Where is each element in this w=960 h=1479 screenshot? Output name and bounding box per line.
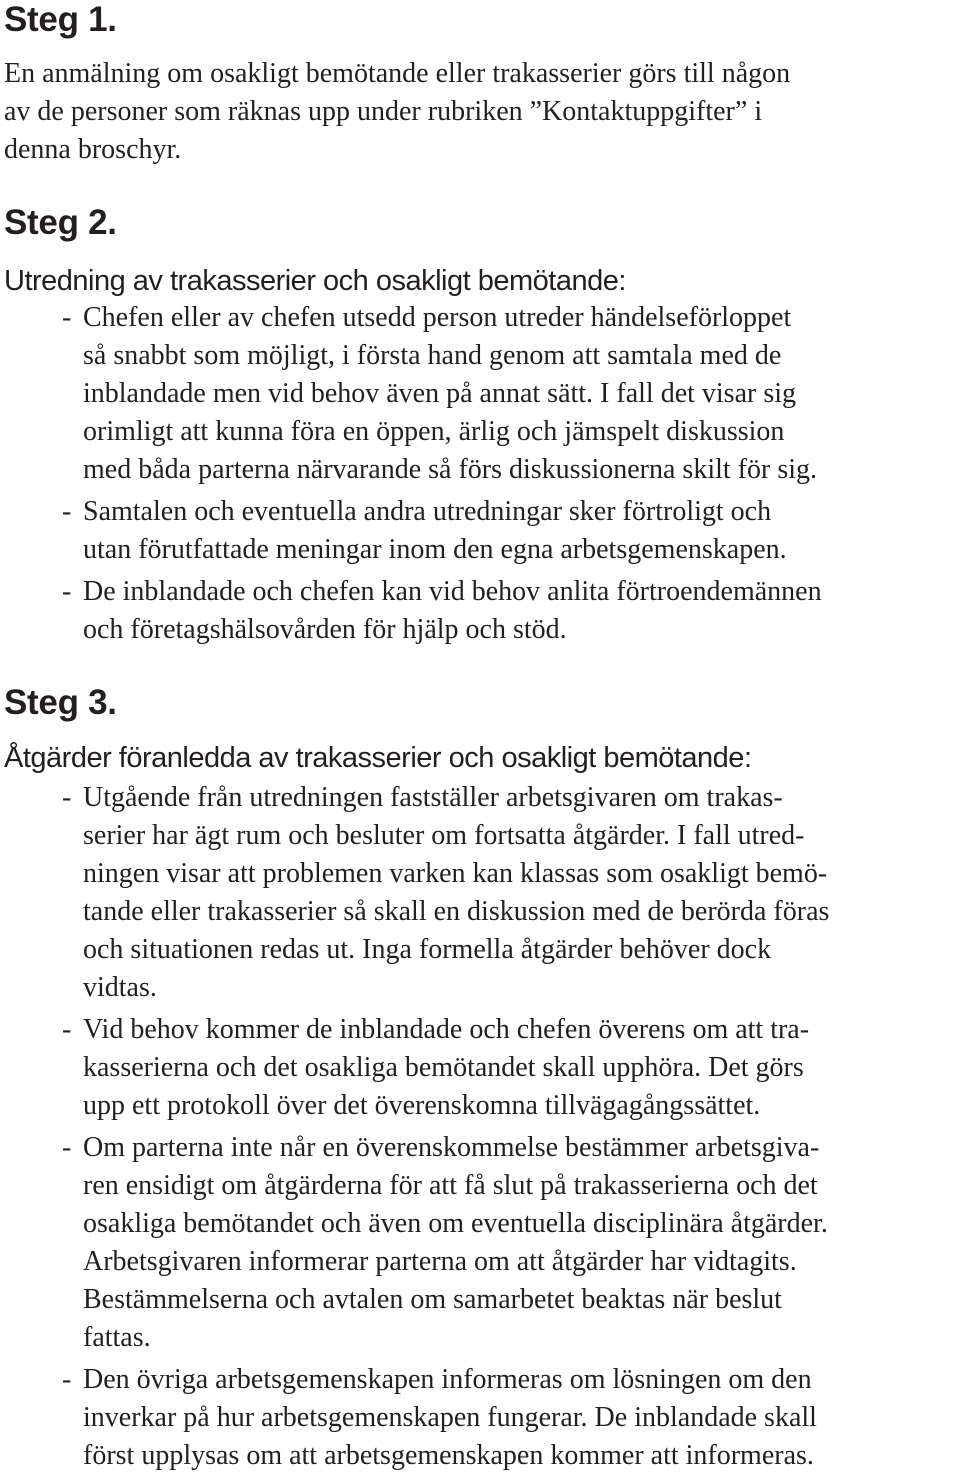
list-item [4, 1011, 960, 1125]
list-item [4, 1361, 960, 1475]
bullet-dash: - [62, 1364, 72, 1395]
bullet-line: först upplysas om att arbetsgemenskapen kommer att informeras. [83, 1440, 814, 1471]
bullet-line: och situationen redas ut. Inga formella åtgärder behöver dock [83, 934, 772, 965]
bullet-line: orimligt att kunna föra en öppen, ärlig och jämspelt diskussion [83, 416, 785, 447]
bullet-line: Vid behov kommer de inblandade och chefen överens om att tra- [83, 1014, 810, 1045]
bullet-line: serier har ägt rum och besluter om fortsatta åtgärder. I fall utred- [83, 820, 805, 851]
list-item [4, 1129, 960, 1357]
list-item [4, 779, 960, 1007]
step-2-subheading: Utredning av trakasserier och osakligt bemötande: [4, 265, 626, 297]
bullet-dash: - [62, 1132, 72, 1163]
bullet-line: och företagshälsovården för hjälp och stöd. [83, 614, 567, 645]
step-2-heading: Steg 2. [4, 203, 117, 242]
bullet-dash: - [62, 302, 72, 333]
bullet-line: Samtalen och eventuella andra utredningar sker förtroligt och [83, 496, 772, 527]
bullet-line: vidtas. [83, 972, 157, 1003]
bullet-line: Bestämmelserna och avtalen om samarbetet beaktas när beslut [83, 1284, 782, 1315]
bullet-line: så snabbt som möjligt, i första hand genom att samtala med de [83, 340, 782, 371]
bullet-line: kasserierna och det osakliga bemötandet skall upphöra. Det görs [83, 1052, 804, 1083]
bullet-line: Den övriga arbetsgemenskapen informeras om lösningen om den [83, 1364, 812, 1395]
bullet-dash: - [62, 782, 72, 813]
step-1-line: En anmälning om osakligt bemötande eller trakasserier görs till någon [4, 58, 791, 89]
bullet-line: ningen visar att problemen varken kan klassas som osakligt bemö- [83, 858, 828, 889]
bullet-line: fattas. [83, 1322, 151, 1353]
list-item [4, 493, 960, 569]
bullet-line: inblandade men vid behov även på annat sätt. I fall det visar sig [83, 378, 797, 409]
bullet-line: inverkar på hur arbetsgemenskapen fungerar. De inblandade skall [83, 1402, 817, 1433]
bullet-line: Om parterna inte når en överenskommelse bestämmer arbetsgiva- [83, 1132, 820, 1163]
bullet-line: tande eller trakasserier så skall en diskussion med de berörda föras [83, 896, 830, 927]
bullet-line: osakliga bemötandet och även om eventuella disciplinära åtgärder. [83, 1208, 828, 1239]
bullet-line: utan förutfattade meningar inom den egna arbetsgemenskapen. [83, 534, 787, 565]
list-item [4, 573, 960, 649]
step-1-line: av de personer som räknas upp under rubriken ”Kontaktuppgifter” i [4, 96, 763, 127]
bullet-line: De inblandade och chefen kan vid behov anlita förtroendemännen [83, 576, 822, 607]
bullet-dash: - [62, 1014, 72, 1045]
bullet-line: upp ett protokoll över det överenskomna tillvägagångssättet. [83, 1090, 761, 1121]
bullet-line: med båda parterna närvarande så förs diskussionerna skilt för sig. [83, 454, 817, 485]
bullet-line: ren ensidigt om åtgärderna för att få slut på trakasserierna och det [83, 1170, 818, 1201]
step-3-heading: Steg 3. [4, 683, 117, 722]
list-item [4, 299, 960, 489]
step-3-bullet-list [4, 779, 960, 1479]
step-3-subheading: Åtgärder föranledda av trakasserier och osakligt bemötande: [4, 742, 752, 774]
step-2-bullet-list [4, 299, 960, 649]
step-1-heading: Steg 1. [4, 0, 117, 39]
bullet-line: Utgående från utredningen fastställer arbetsgivaren om trakas- [83, 782, 783, 813]
bullet-line: Chefen eller av chefen utsedd person utreder händelseförloppet [83, 302, 792, 333]
step-1-text [4, 55, 790, 169]
bullet-dash: - [62, 576, 72, 607]
step-1-line: denna broschyr. [4, 134, 182, 165]
bullet-dash: - [62, 496, 72, 527]
bullet-line: Arbetsgivaren informerar parterna om att åtgärder har vidtagits. [83, 1246, 797, 1277]
